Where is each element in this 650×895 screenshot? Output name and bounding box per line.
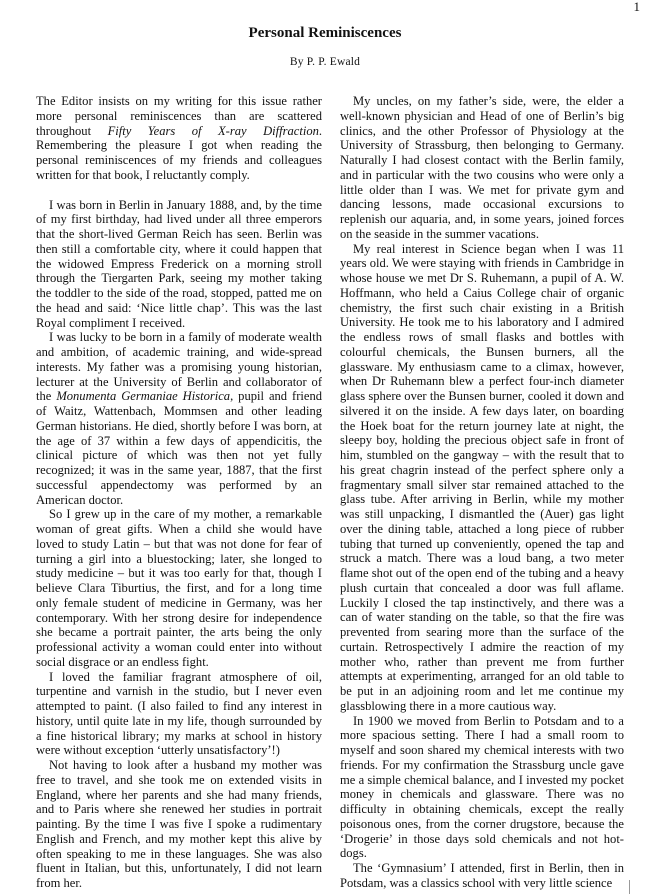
paragraph: So I grew up in the care of my mother, a remarkable woman of great gifts. When a child she would have loved to study Latin – but that was not done for fear of turning a girl into a bluestocking; later, she longed to study medicine – but it was too early for that, though I believe Clara Tiburtius, the first, and for a long time only female student of medicine in Germany, was her contemporary. With her strong desire for independence she became a portrait painter, the arts being the only professional activity a woman could enter into without social disgrace or an endless fight. (36, 507, 322, 669)
scan-edge-mark (629, 880, 630, 894)
paragraph: I was born in Berlin in January 1888, and, by the time of my first birthday, had lived under all three emperors that the short-lived German Reich has seen. Berlin was then still a comfortable city, where it could happen that the widowed Empress Frederick on a morning stroll through the Tiergarten Park, seeing my mother taking the toddler to the side of the road, stopped, patted me on the head and said: ‘Nice little chap’. This was the last Royal compliment I received. (36, 197, 322, 330)
intro-paragraph: The Editor insists on my writing for this issue rather more personal reminiscences than are scattered throughout Fifty Years of X-ray Diffraction. Remembering the pleasure I got when reading the personal reminiscences of my friends and colleagues written for that book, I reluctantly comply. (36, 94, 322, 182)
paragraph: In 1900 we moved from Berlin to Potsdam and to a more spacious setting. There I had a small room to myself and soon shared my chemical interests with two friends. For my confirmation the Strassburg uncle gave me a simple chemical balance, and I invested my pocket money in chemicals and glassware. There was no difficulty in obtaining chemicals, except the really poisonous ones, from the corner drugstore, because the ‘Drogerie’ in those days sold chemicals and not hot-dogs. (340, 713, 624, 861)
paragraph: Not having to look after a husband my mother was free to travel, and she took me on extended visits in England, where her parents and she had many friends, and to Paris where she renewed her studies in portrait painting. By the time I was five I spoke a rudimentary English and French, and my mother kept this alive by often speaking to me in these languages. She was also fluent in Italian, but this, unfortunately, I did not learn from her. (36, 758, 322, 890)
author-byline: By P. P. Ewald (289, 56, 361, 68)
paragraph: My uncles, on my father’s side, were, the elder a well-known physician and Head of one of Berlin’s big clinics, and the other Professor of Physiology at the University of Strassburg, then belonging to Germany. Naturally I had closest contact with the Berlin family, and in particular with the two cousins who were only a little older than I was. We met for private gym and dancing lessons, made occasional excursions to replenish our aquaria, and, in some years, joined forces on the seaside in the summer vacations. (340, 94, 624, 241)
right-column (340, 94, 624, 894)
article-title: Personal Reminiscences (248, 25, 402, 41)
left-column (36, 94, 322, 894)
book-title: Fifty Years of X-ray Diffraction (107, 123, 319, 138)
paragraph: The ‘Gymnasium’ I attended, first in Berlin, then in Potsdam, was a classics school with very little science (340, 861, 624, 890)
paragraph: My real interest in Science began when I was 11 years old. We were staying with friends in Cambridge in whose house we met Dr S. Ruhemann, a pupil of A. W. Hoffmann, who held a Caius College chair of organic chemistry, the first such chair existing in a British University. He took me to his laboratory and I admired the endless rows of small flasks and bottles with colourful chemicals, the Bunsen burners, all the glassware. My enthusiasm came to a climax, however, when Dr Ruhemann blew a perfect four-inch diameter glass sphere over the Bunsen burner, cooled it down and silvered it on the inside. A few days later, on boarding the Hoek boat for the return journey late at night, the sleepy boy, holding the precious object safe in front of him, stumbled on the gangway – with the result that to his great chagrin instead of the perfect sphere only a fragmentary small silver star remained attached to the glass tube. After arriving in Berlin, while my mother was still unpacking, I dismantled the (Auer) gas light over the dining table, attached a long piece of rubber tubing that turned up conveniently, opened the tap and struck a match. There was a loud bang, a two meter flame shot out of the open end of the tubing and a heavy plush curtain that concealed a door was full aflame. Luckily I closed the tap instinctively, and there was a can of water standing on the table, so that the fire was prevented from searing more than the surface of the curtain. Retrospectively I admire the reaction of my mother who, rather than prevent me from further attempts at experimenting, arranged for an old table to be put in an adjoining room and let me continue my glassblowing there in a more cautious way. (340, 241, 624, 713)
paragraph: I was lucky to be born in a family of moderate wealth and ambition, of academic training, and wide-spread interests. My father was a promising young historian, lecturer at the University of Berlin and collaborator of the Monumenta Germaniae Historica, pupil and friend of Waitz, Wattenbach, Mommsen and other leading German historians. He died, shortly before I was born, at the age of 37 within a few days of appendicitis, the clinical picture of which was then not yet fully recognized; it was in the same year, 1887, that the first successful appendectomy was performed by an American doctor. (36, 330, 322, 507)
publication-title: Monumenta Germaniae Historica (56, 389, 231, 404)
paragraph: I loved the familiar fragrant atmosphere of oil, turpentine and varnish in the studio, but I never even attempted to paint. (I also failed to find any interest in history, until quite late in my life, though surrounded by a fine historical library; my marks at school in history were without exception ‘utterly unsatisfactory’!) (36, 669, 322, 758)
page-number: 1 (633, 0, 640, 14)
